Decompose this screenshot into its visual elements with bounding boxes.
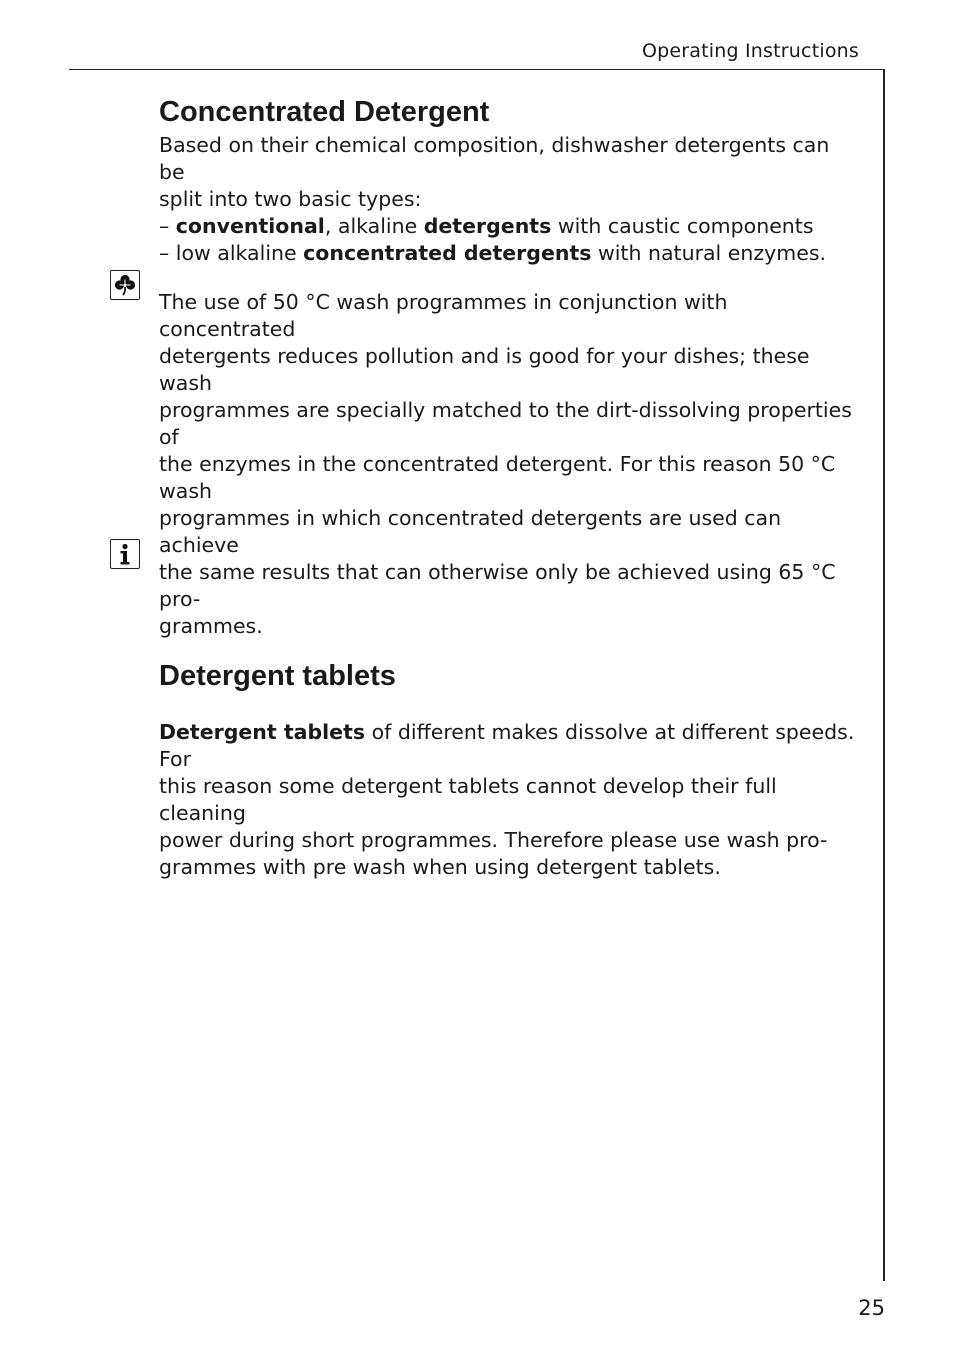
section-heading-concentrated-detergent: Concentrated Detergent (159, 96, 490, 128)
intro-line: split into two basic types: (159, 187, 422, 211)
note-line: programmes are specially matched to the dirt-dissolving properties of (159, 398, 852, 449)
side-rule (883, 69, 885, 1281)
intro-line: Based on their chemical composition, dishwasher detergents can be (159, 133, 830, 184)
page-number: 25 (858, 1296, 885, 1320)
note-line: programmes in which concentrated detergents are used can achieve (159, 506, 782, 557)
note-line: grammes. (159, 614, 263, 638)
note-line: power during short programmes. Therefore please use wash pro- (159, 828, 828, 852)
section-heading-detergent-tablets: Detergent tablets (159, 660, 396, 692)
note-line: the enzymes in the concentrated detergent. For this reason 50 °C wash (159, 452, 836, 503)
information-note (159, 719, 859, 881)
note-line: the same results that can otherwise only be achieved using 65 °C pro- (159, 560, 836, 611)
environment-note (159, 289, 859, 640)
note-line: this reason some detergent tablets cannot develop their full cleaning (159, 774, 777, 825)
header-rule (69, 69, 885, 70)
detergent-type-item: – low alkaline concentrated detergents with natural enzymes. (159, 241, 827, 265)
note-line: Detergent tablets of different makes dissolve at different speeds. For (159, 720, 855, 771)
info-icon (110, 539, 140, 569)
note-line: The use of 50 °C wash programmes in conjunction with concentrated (159, 290, 728, 341)
clover-icon (110, 270, 140, 300)
note-line: detergents reduces pollution and is good for your dishes; these wash (159, 344, 810, 395)
note-line: grammes with pre wash when using detergent tablets. (159, 855, 721, 879)
running-header: Operating Instructions (641, 40, 859, 62)
detergent-type-item: – conventional, alkaline detergents with caustic components (159, 214, 814, 238)
main-content (159, 92, 859, 881)
